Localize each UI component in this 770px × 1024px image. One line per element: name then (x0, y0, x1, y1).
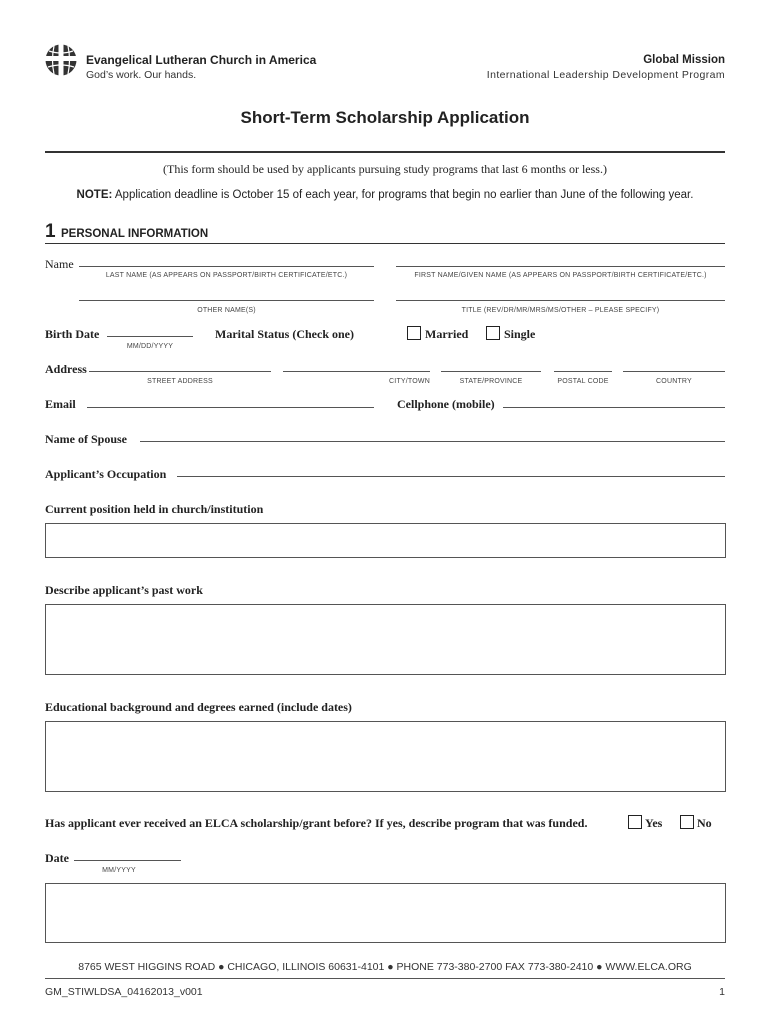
form-title: Short-Term Scholarship Application (240, 108, 530, 127)
cellphone-label: Cellphone (mobile) (397, 397, 495, 411)
single-checkbox[interactable] (486, 326, 500, 340)
position-textbox[interactable] (45, 523, 726, 558)
date-label: Date (45, 851, 69, 865)
occupation-field[interactable] (177, 476, 725, 477)
postal-code-caption: POSTAL CODE (557, 378, 609, 385)
yes-checkbox[interactable] (628, 815, 642, 829)
past-work-label: Describe applicant’s past work (45, 583, 203, 597)
section-rule (45, 243, 725, 244)
other-names-caption: OTHER NAME(S) (197, 307, 256, 314)
first-name-field[interactable] (396, 266, 725, 267)
first-name-caption: FIRST NAME/GIVEN NAME (AS APPEARS ON PASSPORT/BIRTH CERTIFICATE/ETC.) (414, 272, 707, 279)
elca-logo (44, 43, 78, 77)
country-field[interactable] (623, 371, 725, 372)
last-name-caption: LAST NAME (AS APPEARS ON PASSPORT/BIRTH CERTIFICATE/ETC.) (105, 272, 348, 279)
state-caption: STATE/PROVINCE (459, 378, 523, 385)
org-name: Evangelical Lutheran Church in America (86, 53, 317, 67)
email-field[interactable] (87, 407, 374, 408)
note-label: NOTE: (76, 189, 113, 201)
funded-program-textbox[interactable] (45, 883, 726, 943)
birth-date-field[interactable] (107, 336, 193, 337)
date-field[interactable] (74, 860, 181, 861)
name-label: Name (45, 257, 74, 271)
single-label: Single (504, 327, 536, 341)
date-caption: MM/YYYY (102, 867, 136, 874)
occupation-label: Applicant’s Occupation (45, 467, 167, 481)
spouse-label: Name of Spouse (45, 432, 128, 446)
note-text: Application deadline is October 15 of each year, for programs that begin no earlier than June of the following year. (114, 189, 694, 201)
education-label: Educational background and degrees earned (include dates) (45, 700, 352, 714)
street-address-field[interactable] (89, 371, 271, 372)
footer-rule (45, 978, 725, 979)
birth-date-label: Birth Date (45, 327, 100, 341)
city-field[interactable] (283, 371, 430, 372)
page-number: 1 (719, 986, 725, 998)
other-names-field[interactable] (79, 300, 374, 301)
position-label: Current position held in church/institution (45, 502, 264, 516)
postal-code-field[interactable] (554, 371, 612, 372)
elca-cross-globe-icon (44, 43, 78, 77)
title-field[interactable] (396, 300, 725, 301)
past-work-textbox[interactable] (45, 604, 726, 675)
no-checkbox[interactable] (680, 815, 694, 829)
marital-status-label: Marital Status (Check one) (215, 327, 354, 341)
unit-name: Global Mission (643, 54, 725, 66)
married-label: Married (425, 327, 469, 341)
last-name-field[interactable] (79, 266, 374, 267)
education-textbox[interactable] (45, 721, 726, 792)
city-caption: CITY/TOWN (389, 378, 430, 385)
section-number: 1 (45, 221, 56, 242)
program-name: International Leadership Development Program (486, 69, 725, 81)
title-rule (45, 151, 725, 153)
note-line (0, 189, 770, 201)
state-field[interactable] (441, 371, 541, 372)
section-title: PERSONAL INFORMATION (61, 228, 209, 240)
footer-address: 8765 WEST HIGGINS ROAD ● CHICAGO, ILLINOIS 60631-4101 ● PHONE 773-380-2700 FAX 773-380-2410 ● WWW.ELCA.ORG (78, 961, 692, 973)
email-label: Email (45, 397, 76, 411)
intro-text: (This form should be used by applicants pursuing study programs that last 6 months or less.) (163, 162, 607, 176)
street-address-caption: STREET ADDRESS (147, 378, 213, 385)
address-label: Address (45, 362, 87, 376)
married-checkbox[interactable] (407, 326, 421, 340)
prior-scholarship-label: Has applicant ever received an ELCA scholarship/grant before? If yes, describe program that was funded. (45, 816, 588, 830)
birth-date-caption: MM/DD/YYYY (126, 343, 174, 350)
yes-label: Yes (645, 816, 663, 830)
cellphone-field[interactable] (503, 407, 725, 408)
title-caption: TITLE (REV/DR/MR/MRS/MS/OTHER – PLEASE SPECIFY) (461, 307, 660, 314)
org-tagline: God’s work. Our hands. (86, 69, 197, 81)
no-label: No (697, 816, 712, 830)
spouse-field[interactable] (140, 441, 725, 442)
country-caption: COUNTRY (656, 378, 692, 385)
form-code: GM_STIWLDSA_04162013_v001 (45, 986, 203, 998)
